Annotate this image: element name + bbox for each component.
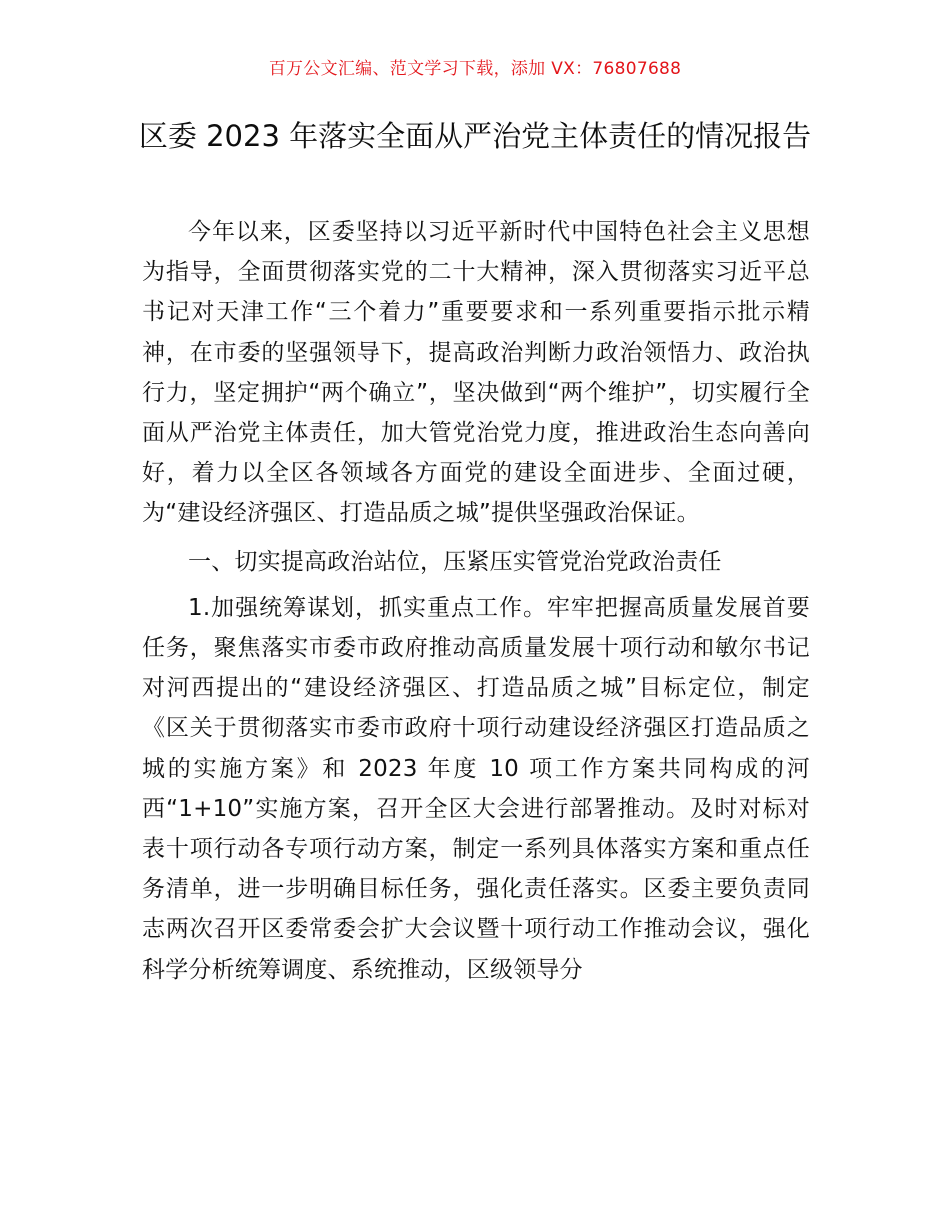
- intro-paragraph: 今年以来，区委坚持以习近平新时代中国特色社会主义思想为指导，全面贯彻落实党的二十大精神，深入贯彻落实习近平总书记对天津工作“三个着力”重要要求和一系列重要指示批示精神，在市委的坚强领导下，提高政治判断力政治领悟力、政治执行力，坚定拥护“两个确立”，坚决做到“两个维护”，切实履行全面从严治党主体责任，加大管党治党力度，推进政治生态向善向好，着力以全区各领域各方面党的建设全面进步、全面过硬，为“建设经济强区、打造品质之城”提供坚强政治保证。: [142, 219, 810, 527]
- section-paragraph: 1.加强统筹谋划，抓实重点工作。牢牢把握高质量发展首要任务，聚焦落实市委市政府推动高质量发展十项行动和敏尔书记对河西提出的“建设经济强区、打造品质之城”目标定位，制定《区关于贯彻落实市委市政府十项行动建设经济强区打造品质之城的实施方案》和 2023 年度 10 项工作方案共同构成的河西“1+10”实施方案，召开全区大会进行部署推动。及时对标对表十项行动各专项行动方案，制定一系列具体落实方案和重点任务清单，进一步明确目标任务，强化责任落实。区委主要负责同志两次召开区委常委会扩大会议暨十项行动工作推动会议，强化科学分析统筹调度、系统推动，区级领导分: [142, 594, 810, 983]
- section-heading: 一、切实提高政治站位，压紧压实管党治党政治责任: [188, 548, 722, 575]
- document-body: [142, 212, 810, 990]
- watermark-banner: 百万公文汇编、范文学习下载，添加 VX：76807688: [268, 59, 682, 79]
- document-title: 区委 2023 年落实全面从严治党主体责任的情况报告: [138, 119, 812, 153]
